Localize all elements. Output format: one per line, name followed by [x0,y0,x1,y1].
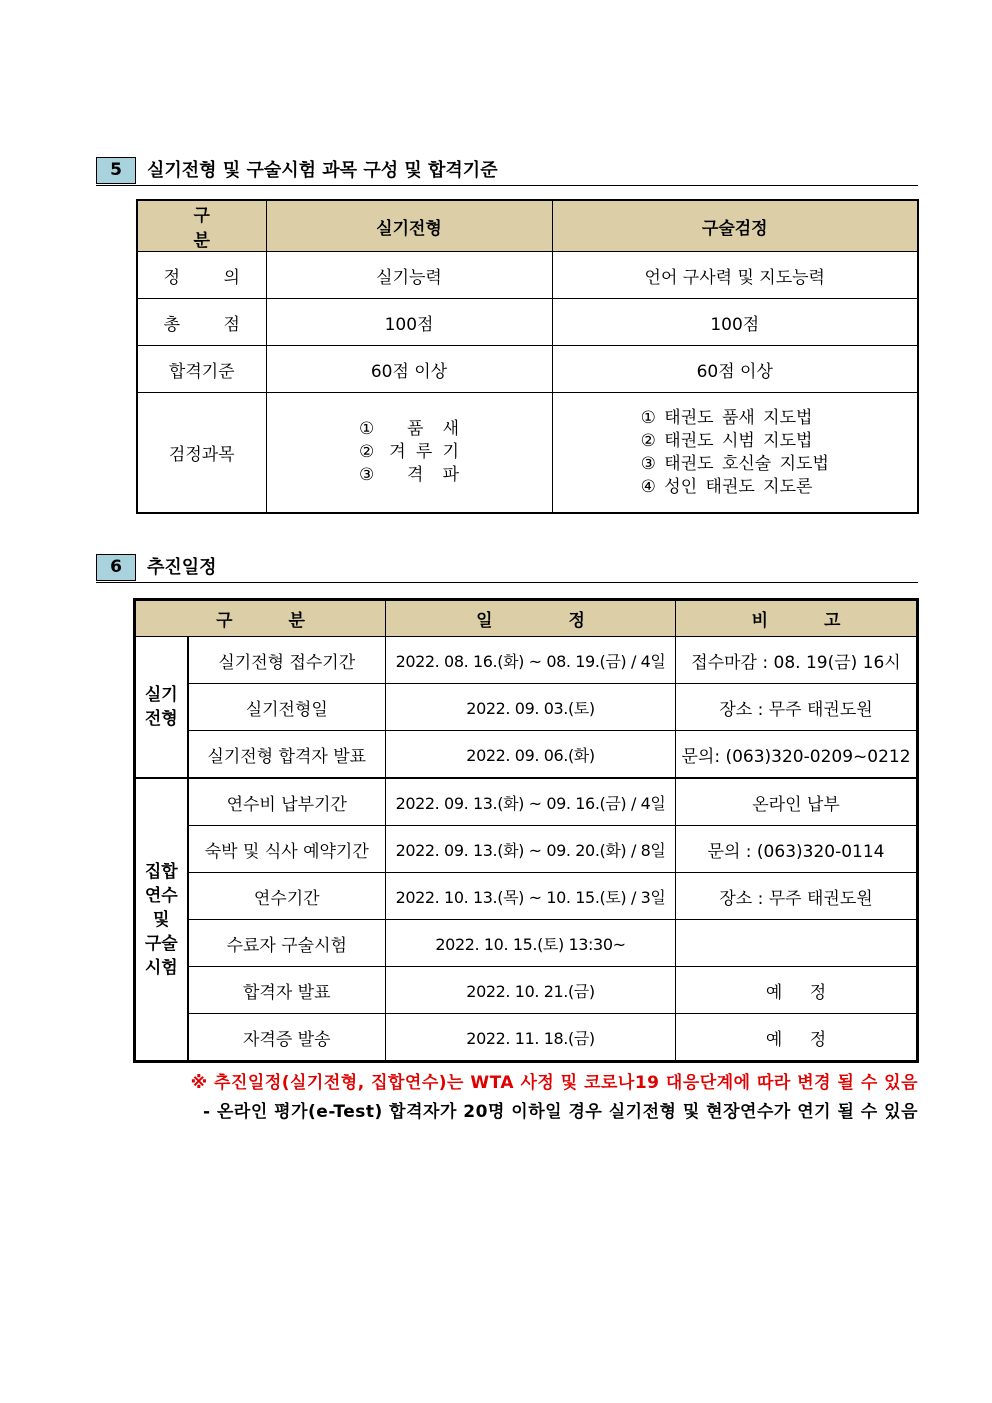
item-cell: 연수비 납부기간 [188,778,386,826]
date-cell: 2022. 10. 21.(금) [386,967,676,1014]
header-remarks: 비 고 [676,600,918,637]
table-row [135,637,918,684]
row-label: 정 의 [137,252,266,299]
header-schedule: 일 정 [386,600,676,637]
group-label-practical: 실기 전형 [135,637,188,779]
note-cell: 문의: (063)320-0209~0212 [676,731,918,779]
oral-subject-item: ④ 성인 태권도 지도론 [640,476,813,497]
table-row [135,731,918,779]
header-oral: 구술검정 [552,200,918,252]
table-row [135,826,918,873]
table-row [137,346,918,393]
practical-subject-item: ③ 격 파 [359,465,459,485]
section-title: 실기전형 및 구술시험 과목 구성 및 합격기준 [147,160,498,181]
practical-subject-item: ① 품 새 [359,419,459,439]
section-6-header [96,554,918,583]
criteria-table [136,199,919,514]
date-cell: 2022. 09. 06.(화) [386,731,676,779]
item-cell: 합격자 발표 [188,967,386,1014]
table-row [135,873,918,920]
practical-cell: 60점 이상 [266,346,552,393]
date-cell: 2022. 10. 15.(토) 13:30~ [386,920,676,967]
schedule-table [133,598,919,1063]
note-cell: 장소 : 무주 태권도원 [676,873,918,920]
header-category: 구 분 [137,200,266,252]
oral-subjects-cell [552,393,918,514]
note-cell [676,920,918,967]
section-title: 추진일정 [147,557,217,578]
oral-subject-item: ① 태권도 품새 지도법 [640,407,813,428]
table-row [135,967,918,1014]
item-cell: 자격증 발송 [188,1014,386,1062]
table-row [135,684,918,731]
table-row [135,1014,918,1062]
table-row [135,778,918,826]
oral-subject-item: ② 태권도 시범 지도법 [640,430,813,451]
table-row [137,252,918,299]
practical-subjects-cell [266,393,552,514]
date-cell: 2022. 08. 16.(화) ~ 08. 19.(금) / 4일 [386,637,676,684]
section-number: 6 [96,554,136,581]
section-number: 5 [96,157,136,184]
note-cell: 접수마감 : 08. 19(금) 16시 [676,637,918,684]
note-cell: 온라인 납부 [676,778,918,826]
section-5-header [96,157,918,186]
item-cell: 숙박 및 식사 예약기간 [188,826,386,873]
item-cell: 수료자 구술시험 [188,920,386,967]
item-cell: 실기전형 합격자 발표 [188,731,386,779]
header-category: 구 분 [135,600,386,637]
table-row [137,299,918,346]
note-cell: 장소 : 무주 태권도원 [676,684,918,731]
item-cell: 실기전형 접수기간 [188,637,386,684]
table-row-subjects [137,393,918,514]
oral-cell: 언어 구사력 및 지도능력 [552,252,918,299]
note-cell: 예 정 [676,967,918,1014]
row-label: 합격기준 [137,346,266,393]
practical-cell: 실기능력 [266,252,552,299]
date-cell: 2022. 09. 13.(화) ~ 09. 16.(금) / 4일 [386,778,676,826]
note-cell: 문의 : (063)320-0114 [676,826,918,873]
oral-cell: 100점 [552,299,918,346]
table-header-row [135,600,918,637]
table-row [135,920,918,967]
row-label: 검정과목 [137,393,266,514]
group-label-training: 집합 연수 및 구술 시험 [135,778,188,1062]
table-header-row [137,200,918,252]
date-cell: 2022. 09. 03.(토) [386,684,676,731]
practical-cell: 100점 [266,299,552,346]
date-cell: 2022. 10. 13.(목) ~ 10. 15.(토) / 3일 [386,873,676,920]
header-practical: 실기전형 [266,200,552,252]
item-cell: 실기전형일 [188,684,386,731]
schedule-change-notice: ※ 추진일정(실기전형, 집합연수)는 WTA 사정 및 코로나19 대응단계에 따라 변경 될 수 있음 [190,1073,918,1093]
practical-subject-item: ② 겨 루 기 [359,442,459,462]
row-label: 총 점 [137,299,266,346]
note-cell: 예 정 [676,1014,918,1062]
oral-subject-item: ③ 태권도 호신술 지도법 [640,453,829,474]
oral-cell: 60점 이상 [552,346,918,393]
item-cell: 연수기간 [188,873,386,920]
date-cell: 2022. 09. 13.(화) ~ 09. 20.(화) / 8일 [386,826,676,873]
postponement-notice: - 온라인 평가(e-Test) 합격자가 20명 이하일 경우 실기전형 및 현장연수가 연기 될 수 있음 [203,1102,918,1122]
date-cell: 2022. 11. 18.(금) [386,1014,676,1062]
